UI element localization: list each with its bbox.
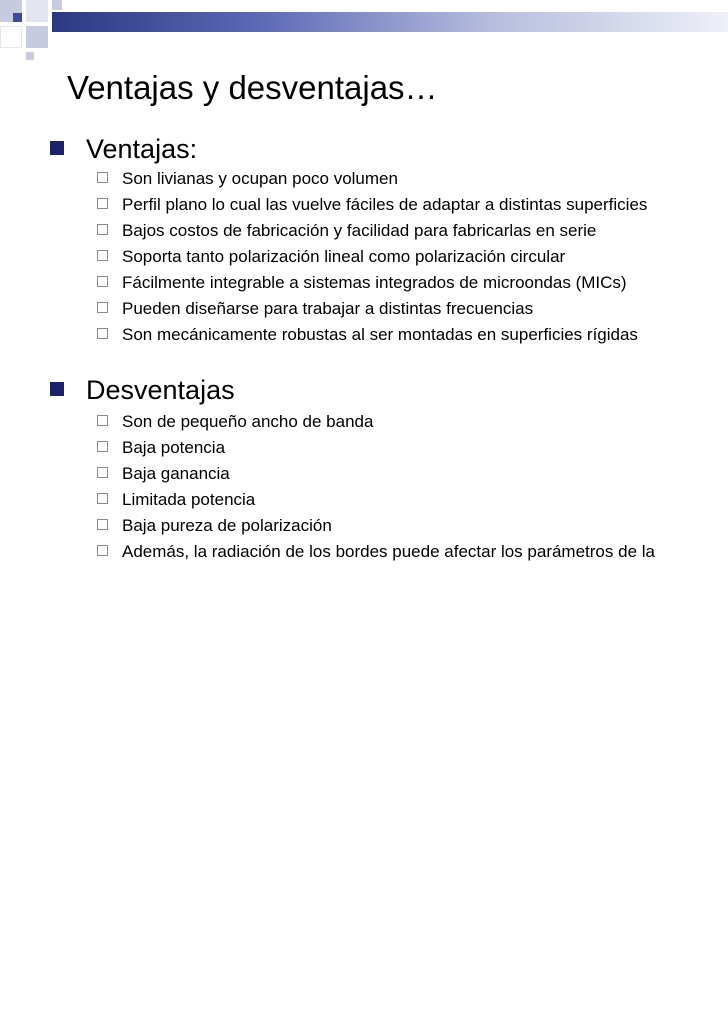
- list-item: [97, 220, 596, 242]
- decor-square-icon: [26, 26, 48, 48]
- list-item: [97, 411, 373, 433]
- list-item-text: Baja potencia: [122, 438, 226, 457]
- list-item: [97, 272, 627, 294]
- list-item: [97, 194, 647, 216]
- hollow-square-icon: [97, 224, 108, 235]
- list-item: [97, 437, 225, 459]
- list-item-text: Soporta tanto polarización lineal como polarización circular: [122, 247, 566, 266]
- list-item: [97, 246, 565, 268]
- section-heading-label: Desventajas: [86, 375, 235, 405]
- list-item: [97, 298, 533, 320]
- list-item-text: Baja ganancia: [122, 464, 230, 483]
- decor-square-icon: [26, 52, 34, 60]
- hollow-square-icon: [97, 328, 108, 339]
- list-item-text: Son mecánicamente robustas al ser montadas en superficies rígidas: [122, 325, 638, 344]
- hollow-square-icon: [97, 250, 108, 261]
- decor-square-icon: [13, 13, 22, 22]
- list-item-text: Fácilmente integrable a sistemas integrados de microondas (MICs): [122, 273, 627, 292]
- section-heading-label: Ventajas:: [86, 134, 198, 164]
- hollow-square-icon: [97, 519, 108, 530]
- list-item-text: Además, la radiación de los bordes puede afectar los parámetros de la: [122, 542, 655, 561]
- hollow-square-icon: [97, 467, 108, 478]
- list-item: [97, 463, 230, 485]
- list-item-text: Perfil plano lo cual las vuelve fáciles de adaptar a distintas superficies: [122, 195, 648, 214]
- slide-title: Ventajas y desventajas…: [67, 69, 438, 106]
- hollow-square-icon: [97, 441, 108, 452]
- filled-square-icon: [50, 382, 64, 396]
- list-item-text: Bajos costos de fabricación y facilidad para fabricarlas en serie: [122, 221, 597, 240]
- list-item-text: Baja pureza de polarización: [122, 516, 332, 535]
- hollow-square-icon: [97, 276, 108, 287]
- hollow-square-icon: [97, 302, 108, 313]
- hollow-square-icon: [97, 198, 108, 209]
- hollow-square-icon: [97, 415, 108, 426]
- section-heading-ventajas: [50, 133, 197, 165]
- filled-square-icon: [50, 141, 64, 155]
- list-item: [97, 168, 398, 190]
- list-item: [97, 324, 638, 346]
- list-item-text: Pueden diseñarse para trabajar a distintas frecuencias: [122, 299, 534, 318]
- decor-square-icon: [0, 26, 22, 48]
- list-item: [97, 515, 332, 537]
- hollow-square-icon: [97, 172, 108, 183]
- hollow-square-icon: [97, 545, 108, 556]
- list-item: [97, 489, 255, 511]
- section-heading-desventajas: [50, 374, 235, 406]
- list-item-text: Son livianas y ocupan poco volumen: [122, 169, 398, 188]
- list-item: [97, 541, 728, 563]
- decor-square-icon: [26, 0, 48, 22]
- list-item-text: Son de pequeño ancho de banda: [122, 412, 374, 431]
- header-gradient-bar: [52, 12, 728, 32]
- hollow-square-icon: [97, 493, 108, 504]
- list-item-text: Limitada potencia: [122, 490, 256, 509]
- decor-square-icon: [52, 0, 62, 10]
